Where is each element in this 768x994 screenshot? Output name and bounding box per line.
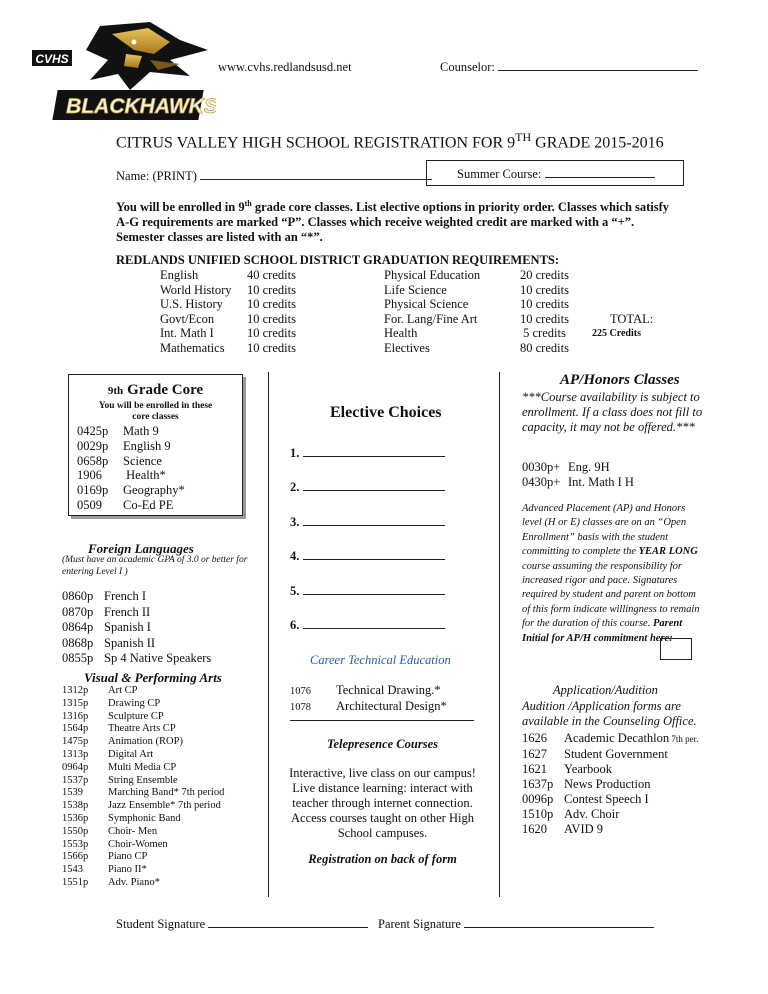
name-field[interactable] (116, 169, 432, 184)
list-item: 0425p Math 9 (77, 424, 159, 438)
list-item: 1620 AVID 9 (522, 822, 604, 836)
req-row: U.S. History 10 credits (160, 297, 296, 312)
logo-bottom-text: BLACKHAWKS (66, 95, 216, 118)
list-item: 1621 Yearbook (522, 762, 613, 776)
list-item: 0855p Sp 4 Native Speakers (62, 651, 212, 665)
ap-title: AP/Honors Classes (560, 372, 680, 388)
parent-signature-field[interactable] (378, 917, 654, 932)
electives-title: Elective Choices (330, 404, 442, 421)
audition-list (522, 731, 698, 837)
list-item: 1551p Adv. Piano* (62, 876, 160, 888)
core-title: 9th Grade Core (107, 382, 204, 398)
req-row: Electives 80 credits (384, 340, 569, 355)
list-item: 0870p French II (62, 604, 151, 619)
elective-choice-1[interactable]: 1. (290, 436, 445, 470)
list-item: 1315p Drawing CP (62, 697, 161, 709)
website-text: www.cvhs.redlandsusd.net (218, 60, 352, 74)
summer-blank[interactable] (545, 177, 655, 178)
foreign-title: Foreign Languages (88, 541, 194, 556)
total-value: 225 Credits (592, 328, 641, 339)
req-row: English 40 credits (160, 268, 296, 282)
ap-note: ***Course availability is subject to enrollment. If a class does not fill to capacity, it may not be offered.*** (522, 390, 703, 434)
elective-choice-2[interactable]: 2. (290, 470, 445, 504)
cte-divider (290, 720, 474, 721)
list-item: 1906 Health* (77, 468, 166, 483)
req-row: Physical Education 20 credits (384, 268, 569, 282)
summer-label: Summer Course: (457, 167, 542, 181)
list-item: 1076 Technical Drawing.* (290, 683, 441, 697)
req-row: Physical Science 10 credits (384, 297, 569, 312)
list-item: 1313p Digital Art (62, 748, 154, 760)
elective-choice-3[interactable]: 3. (290, 505, 445, 539)
list-item: 1539 Marching Band* 7th period (62, 787, 225, 799)
column-divider-left (268, 372, 269, 897)
elective-blank[interactable] (303, 456, 445, 457)
cte-title: Career Technical Education (310, 653, 451, 667)
title-main: CITRUS VALLEY HIGH SCHOOL REGISTRATION FOR 9 (116, 134, 516, 152)
student-signature-blank[interactable] (208, 927, 368, 928)
core-box (68, 374, 243, 516)
name-label: Name: (PRINT) (116, 169, 197, 183)
student-signature-field[interactable] (116, 917, 368, 932)
list-item: 1536p Symphonic Band (62, 812, 181, 824)
list-item: 0430p+ Int. Math I H (522, 475, 634, 489)
req-row: Life Science 10 credits (384, 282, 569, 297)
vpa-title: Visual & Performing Arts (84, 670, 222, 685)
list-item: 0864p Spanish I (62, 620, 151, 634)
counselor-blank[interactable] (498, 70, 698, 71)
list-item: 0030p+ Eng. 9H (522, 460, 610, 474)
telepresence-body: Interactive, live class on our campus! Live distance learning: interact with teacher through internet connection. Access courses taught on other High School campuses. (289, 766, 476, 840)
list-item: 1316p Sculpture CP (62, 710, 164, 722)
ap-list (522, 460, 634, 490)
parent-signature-label: Parent Signature (378, 917, 461, 931)
list-item: 0868p Spanish II (62, 635, 156, 650)
counselor-field[interactable] (440, 60, 698, 75)
foreign-note: (Must have an academic GPA of 3.0 or better for entering Level I ) (62, 555, 248, 577)
list-item: 1537p String Ensemble (62, 774, 178, 786)
core-list (77, 424, 242, 513)
list-item: 1627 Student Government (522, 747, 668, 761)
list-item: 0964p Multi Media CP (62, 761, 177, 773)
intro-sup: th (244, 199, 252, 208)
list-item: 0029p English 9 (77, 438, 171, 453)
req-row: For. Lang/Fine Art 10 credits (384, 311, 569, 326)
summer-course-box[interactable] (426, 160, 684, 186)
core-subtitle: You will be enrolled in these core classes (98, 401, 213, 422)
intro-text-b: grade core classes. List elective options in priority order. Classes which satisfy A-G requirements are marked “P”. Classes which receive weighted credit are marked with a “+”. Semester classes are listed with an “*”. (116, 200, 670, 245)
audition-note-wrap (522, 690, 707, 729)
audition-note: Audition /Application forms are available in the Counseling Office. (522, 699, 697, 728)
list-item: 0860p French I (62, 589, 146, 603)
requirements-heading: REDLANDS UNIFIED SCHOOL DISTRICT GRADUATION REQUIREMENTS: (116, 253, 560, 267)
requirements-right (384, 268, 569, 356)
req-row: Int. Math I 10 credits (160, 326, 296, 341)
list-item: 1510p Adv. Choir (522, 807, 620, 821)
vpa-list (62, 685, 224, 890)
logo-top-text: CVHS (35, 52, 69, 66)
telepresence-footer: Registration on back of form (308, 852, 457, 866)
title-end: GRADE 2015-2016 (531, 134, 664, 152)
ap-paragraph: Advanced Placement (AP) and Honors level (H or E) classes are on an “Open Enrollment” basis with the student committing to complete the YEAR LONG course assuming the responsibility for increased rigor and pace. Signatures required by student and parent on bottom of this form indicate willingness to remain for the duration of this course. Parent Initial for AP/H commitment here: (522, 503, 700, 644)
req-row: Health 5 credits (384, 326, 566, 341)
intro-paragraph (116, 196, 676, 245)
foreign-list (62, 589, 211, 667)
elective-choice-5[interactable]: 5. (290, 574, 445, 608)
parent-signature-blank[interactable] (464, 927, 654, 928)
list-item: 0658p Science (77, 453, 162, 468)
list-item: 1475p Animation (ROP) (62, 736, 183, 748)
elective-choice-6[interactable]: 6. (290, 608, 445, 642)
page-title (116, 130, 664, 152)
total-label: TOTAL: (610, 312, 654, 326)
list-item: 1538p Jazz Ensemble* 7th period (62, 800, 221, 812)
elective-blank[interactable] (303, 525, 445, 526)
name-blank[interactable] (200, 179, 432, 180)
elective-blank[interactable] (303, 594, 445, 595)
elective-choice-4[interactable]: 4. (290, 539, 445, 573)
intro-text-a: You will be enrolled in 9 (116, 200, 245, 215)
elective-blank[interactable] (303, 490, 445, 491)
column-divider-right (499, 372, 500, 897)
blackhawk-logo-graphic (30, 20, 216, 126)
list-item: 1553p Choir-Women (62, 838, 168, 850)
list-item: 1312p Art CP (62, 685, 138, 696)
cte-list (290, 683, 447, 715)
list-item: 1078 Architectural Design* (290, 699, 447, 713)
list-item: 1564p Theatre Arts CP (62, 723, 176, 735)
list-item: 1637p News Production (522, 777, 651, 791)
list-item: 0169p Geography* (77, 483, 185, 498)
req-row: Govt/Econ 10 credits (160, 311, 296, 326)
req-row: World History 10 credits (160, 282, 296, 297)
elective-list (290, 436, 445, 642)
elective-blank[interactable] (303, 559, 445, 560)
list-item: 0509 Co-Ed PE (77, 497, 174, 512)
title-sup: TH (515, 130, 532, 144)
list-item: 1543 Piano II* (62, 864, 147, 876)
school-logo (30, 20, 216, 126)
list-item: 1550p Choir- Men (62, 825, 158, 837)
counselor-label: Counselor: (440, 60, 495, 74)
audition-title: Application/Audition (553, 683, 658, 697)
list-item: 0096p Contest Speech I (522, 792, 649, 806)
requirements-left (160, 268, 296, 356)
list-item: 1566p Piano CP (62, 851, 148, 863)
student-signature-label: Student Signature (116, 917, 206, 931)
telepresence-title: Telepresence Courses (327, 737, 438, 751)
req-row: Mathematics 10 credits (160, 340, 296, 355)
parent-initial-box[interactable] (660, 638, 692, 660)
list-item: 1626 Academic Decathlon 7th per. (522, 731, 699, 745)
elective-blank[interactable] (303, 628, 445, 629)
